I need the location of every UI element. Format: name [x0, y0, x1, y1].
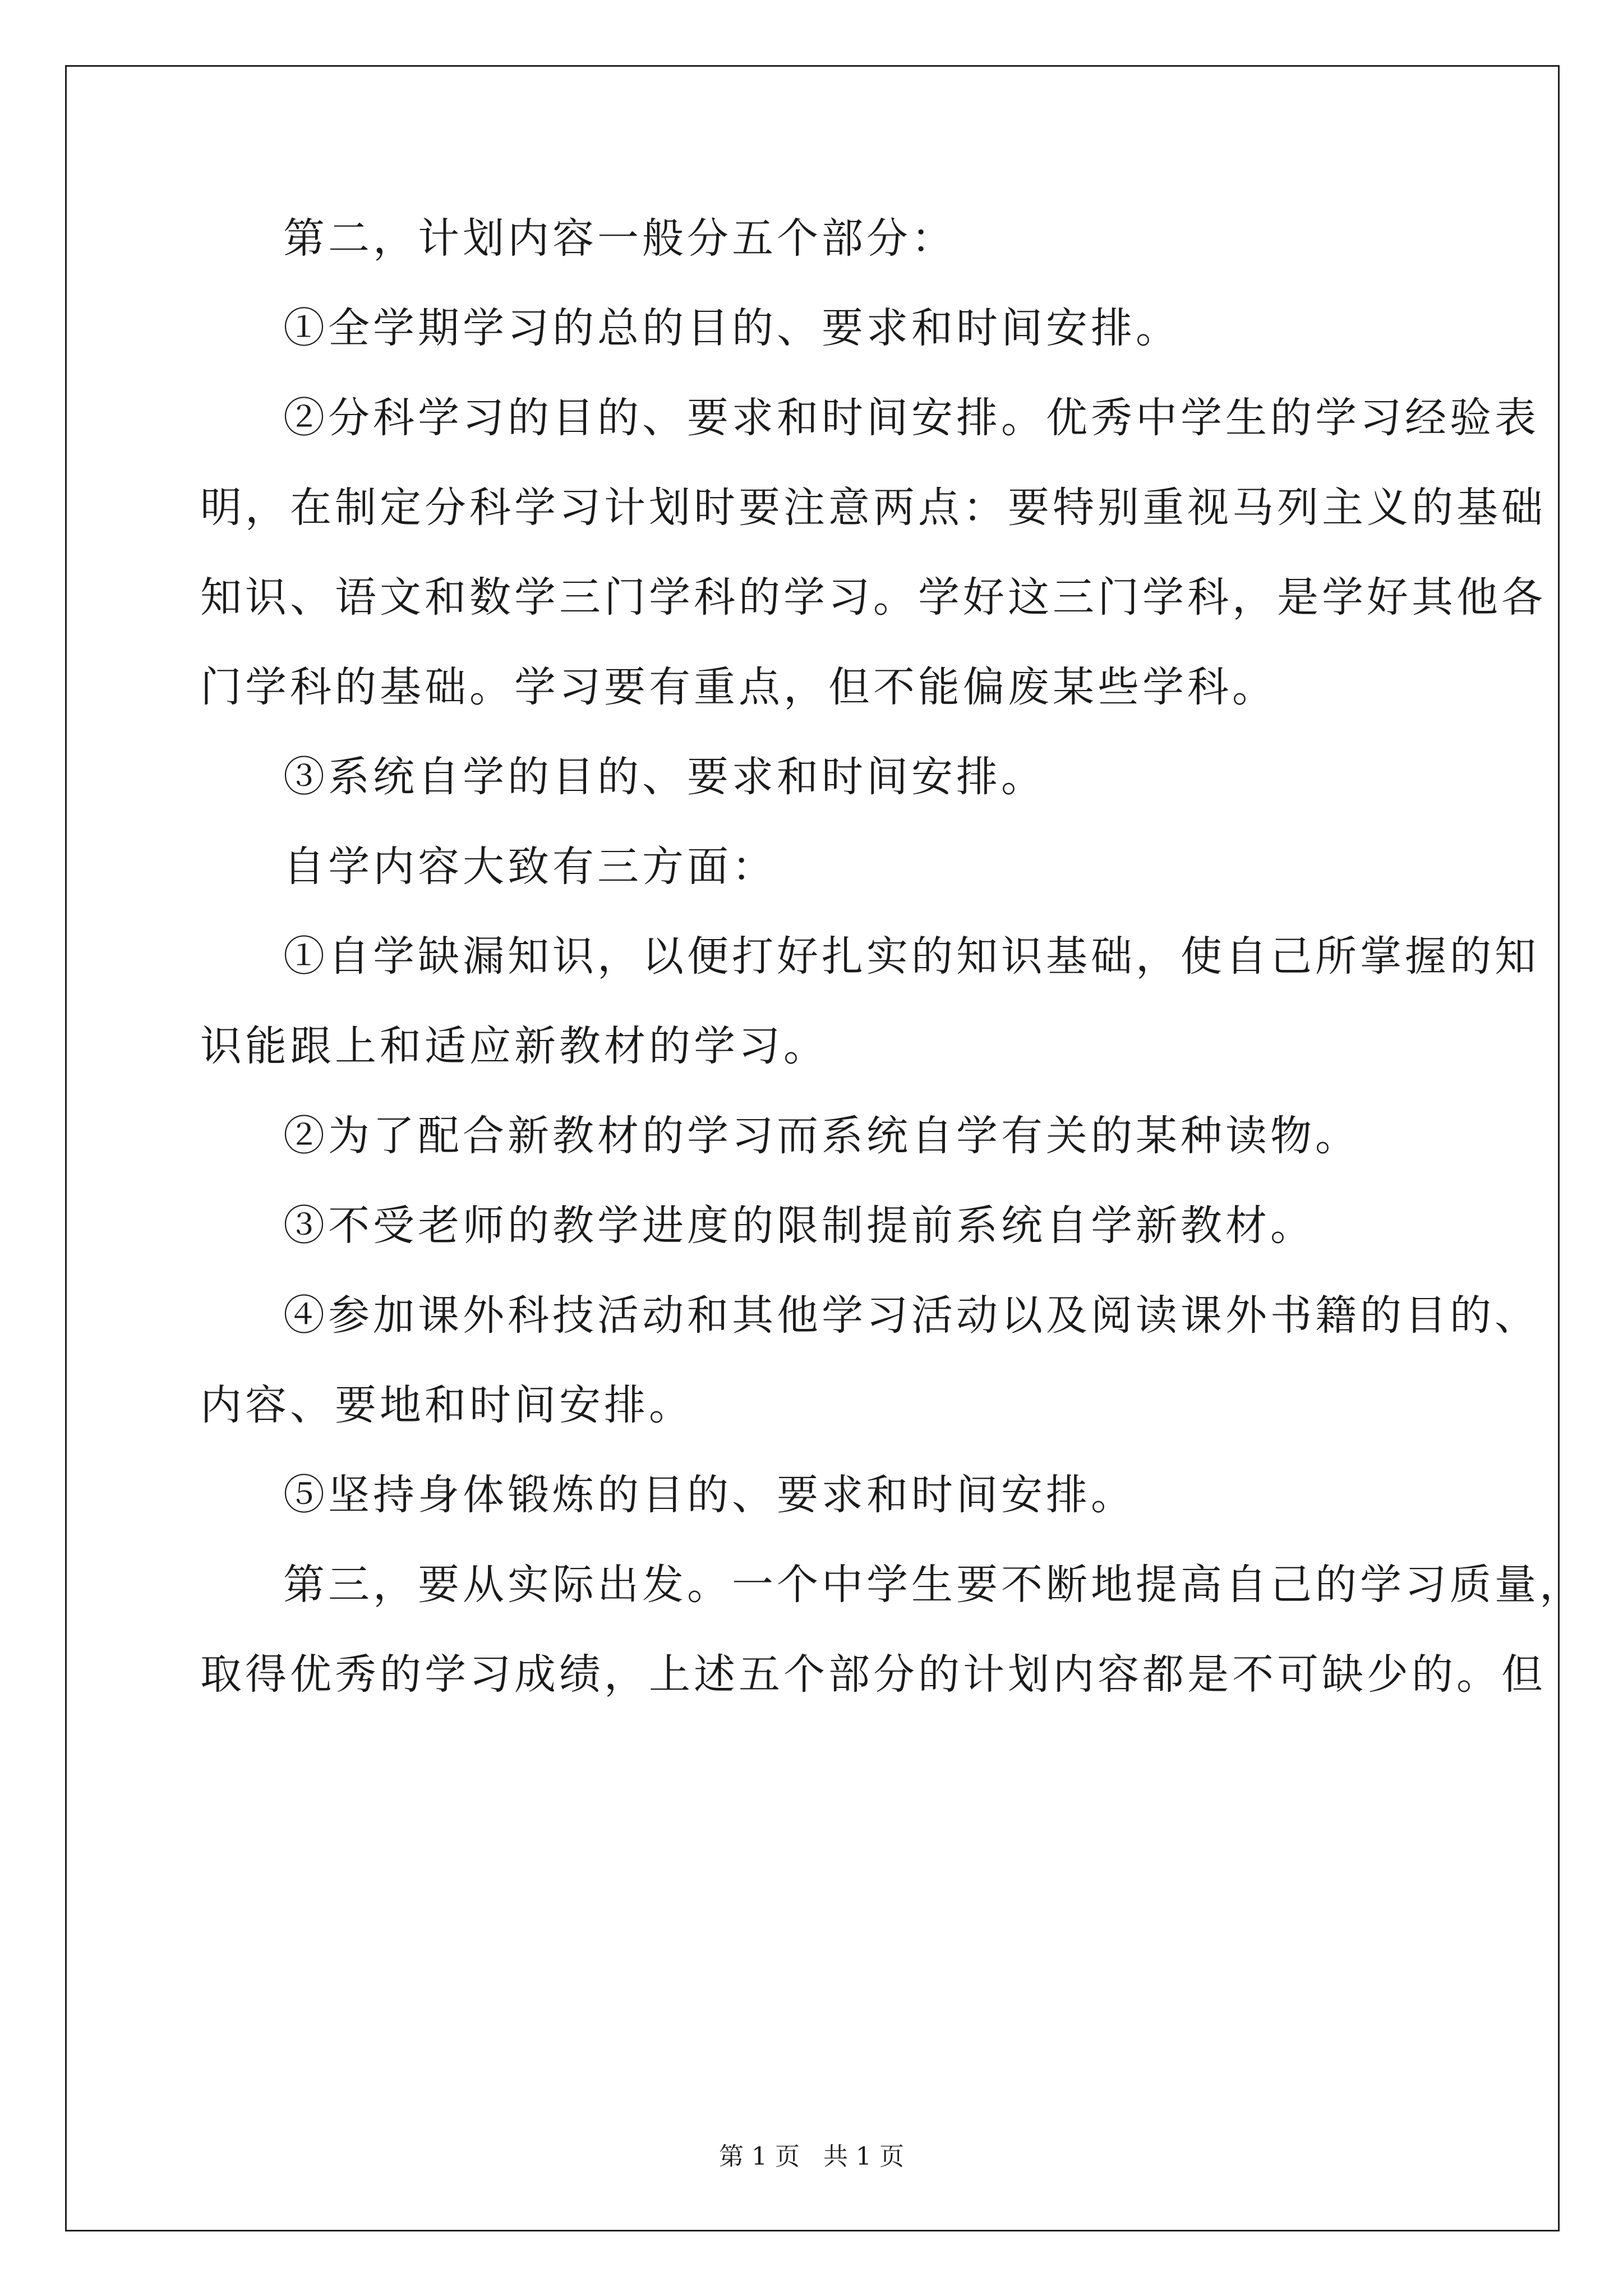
page-number-footer: 第 1 页 共 1 页 — [719, 2142, 904, 2171]
paragraph-line: ①自学缺漏知识，以便打好扎实的知识基础，使自己所掌握的知 — [283, 932, 1539, 981]
paragraph-line: 门学科的基础。学习要有重点，但不能偏废某些学科。 — [200, 663, 1277, 711]
paragraph-line: 第三，要从实际出发。一个中学生要不断地提高自己的学习质量， — [283, 1561, 1584, 1609]
paragraph-line: ④参加课外科技活动和其他学习活动以及阅读课外书籍的目的、 — [283, 1291, 1539, 1340]
paragraph-line: ③系统自学的目的、要求和时间安排。 — [283, 753, 1046, 801]
paragraph-line: ②分科学习的目的、要求和时间安排。优秀中学生的学习经验表 — [283, 394, 1539, 442]
paragraph-line: ②为了配合新教材的学习而系统自学有关的某种读物。 — [283, 1112, 1360, 1160]
paragraph-line: 明，在制定分科学习计划时要注意两点：要特别重视马列主义的基础 — [200, 484, 1546, 532]
paragraph-line: 自学内容大致有三方面： — [283, 843, 777, 891]
paragraph-line: 第二，计划内容一般分五个部分： — [283, 214, 956, 263]
paragraph-line: 识能跟上和适应新教材的学习。 — [200, 1022, 828, 1070]
paragraph-line: ③不受老师的教学进度的限制提前系统自学新教材。 — [283, 1202, 1315, 1250]
paragraph-line: 内容、要地和时间安排。 — [200, 1381, 694, 1429]
paragraph-line: 知识、语文和数学三门学科的学习。学好这三门学科，是学好其他各 — [200, 573, 1546, 622]
paragraph-line: ①全学期学习的总的目的、要求和时间安排。 — [283, 304, 1181, 352]
paragraph-line: 取得优秀的学习成绩，上述五个部分的计划内容都是不可缺少的。但 — [200, 1650, 1546, 1699]
paragraph-line: ⑤坚持身体锻炼的目的、要求和时间安排。 — [283, 1471, 1136, 1519]
